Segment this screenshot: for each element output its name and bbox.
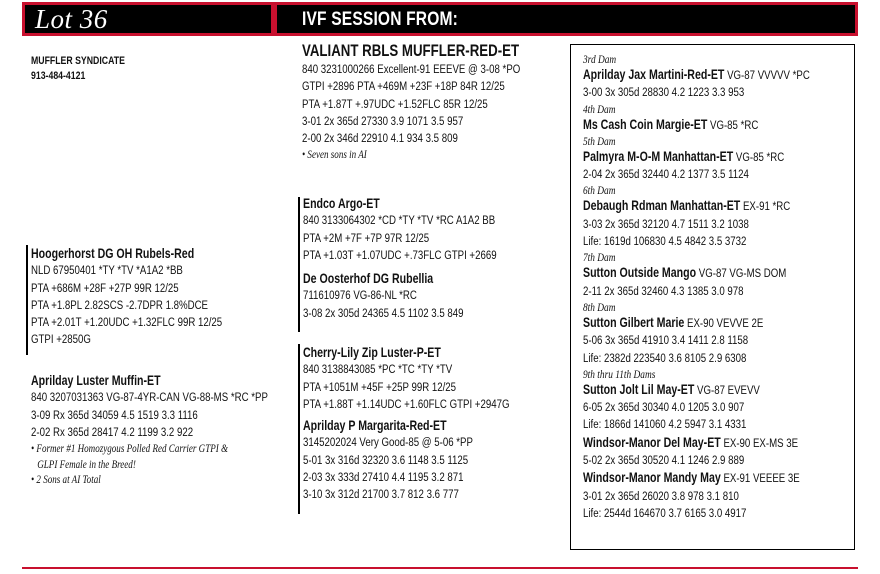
ancestor-dam-name: Sutton Jolt Lil May-ET	[583, 381, 695, 397]
dam-line: 3-09 Rx 365d 34059 4.5 1519 3.3 1116	[31, 407, 198, 422]
dam-generation-label: 4th Dam	[583, 101, 616, 116]
ancestor-dam-score: VG-87 VG-MS DOM	[696, 266, 787, 281]
dams-dam-line: 3-10 3x 312d 21700 3.7 812 3.6 777	[303, 487, 459, 502]
sires-sire-line: 840 3133064302 *CD *TY *TV *RC A1A2 BB	[303, 213, 496, 228]
dam-sire-line: NLD 67950401 *TY *TV *A1A2 *BB	[31, 263, 183, 278]
dams-sire-line: PTA +1051M +45F +25P 99R 12/25	[303, 379, 457, 394]
sires-dam-block	[303, 270, 509, 322]
dam-note: • Former #1 Homozygous Polled Red Carrier GTPI &	[31, 442, 229, 456]
ancestor-dam-entry	[583, 264, 810, 282]
dams-sire-line: 840 3138843085 *PC *TC *TY *TV	[303, 362, 453, 377]
dam-generation-label: 9th thru 11th Dams	[583, 366, 656, 381]
ancestor-dam-record: Life: 1619d 106830 4.5 4842 3.5 3732	[583, 234, 747, 249]
ancestor-dam-entry	[583, 116, 810, 134]
ancestor-dam-name: Debaugh Rdman Manhattan-ET	[583, 198, 741, 214]
ancestor-dam-record: 5-02 2x 365d 30520 4.1 1246 2.9 889	[583, 453, 745, 468]
sires-dam-line: 711610976 VG-86-NL *RC	[303, 288, 417, 303]
sire-line: 2-00 2x 346d 22910 4.1 934 3.5 809	[302, 131, 458, 146]
ancestor-dam-score: EX-91 VEEEE 3E	[720, 471, 800, 486]
dams-sire-name: Cherry-Lily Zip Luster-P-ET	[303, 345, 441, 360]
sires-sire-line: PTA +2M +7F +7P 97R 12/25	[303, 230, 430, 245]
ancestor-dam-score: VG-85 *RC	[707, 117, 759, 132]
dam-sire-line: GTPI +2850G	[31, 332, 91, 347]
dam-generation-label: 8th Dam	[583, 299, 616, 314]
session-title: IVF SESSION FROM:	[302, 9, 459, 30]
ancestor-dam-record: 5-06 3x 365d 41910 3.4 1411 2.8 1158	[583, 333, 749, 348]
ancestor-dam-name: Aprilday Jax Martini-Red-ET	[583, 67, 725, 82]
sire-block	[302, 40, 582, 163]
dam-sire-line: PTA +2.01T +1.20UDC +1.32FLC 99R 12/25	[31, 315, 223, 330]
sire-note: • Seven sons in AI	[302, 148, 367, 162]
sire-line: GTPI +2896 PTA +469M +23F +18P 84R 12/25	[302, 79, 505, 94]
sire-name: VALIANT RBLS MUFFLER-RED-ET	[302, 41, 520, 60]
ancestor-dam-entry	[583, 66, 810, 84]
sires-sire-line: PTA +1.03T +1.07UDC +.73FLC GTPI +2669	[303, 247, 497, 262]
ancestor-dam-record: Life: 1866d 141060 4.2 5947 3.1 4331	[583, 417, 747, 432]
dams-sire-line: PTA +1.88T +1.14UDC +1.60FLC GTPI +2947G	[303, 396, 510, 411]
sires-sire-block	[303, 195, 551, 264]
ancestor-dam-record: 3-01 2x 365d 26020 3.8 978 3.1 810	[583, 488, 739, 503]
dams-dam-block	[303, 417, 521, 503]
dam-line: 2-02 Rx 365d 28417 4.2 1199 3.2 922	[31, 424, 194, 439]
ancestor-dam-record: 2-04 2x 365d 32440 4.2 1377 3.5 1124	[583, 167, 749, 182]
header-divider	[271, 5, 277, 33]
dam-sire-line: PTA +686M +28F +27P 99R 12/25	[31, 280, 179, 295]
ancestor-dam-entry	[583, 148, 810, 166]
dam-generation-label: 6th Dam	[583, 183, 616, 198]
maternal-line-list	[583, 52, 874, 522]
sire-line: 840 3231000266 Excellent-91 EEEVE @ 3-08 *PO	[302, 62, 521, 76]
ancestor-dam-record: Life: 2544d 164670 3.7 6165 3.0 4917	[583, 505, 747, 520]
dam-name: Aprilday Luster Muffin-ET	[31, 373, 161, 388]
dam-generation-label: 7th Dam	[583, 250, 616, 265]
ancestor-dam-record: Life: 2382d 223540 3.6 8105 2.9 6308	[583, 350, 747, 365]
ancestor-dam-entry	[583, 381, 810, 399]
ancestor-dam-name: Sutton Gilbert Marie	[583, 314, 685, 330]
ancestor-dam-score: VG-85 *RC	[733, 149, 785, 164]
lot-number: Lot 36	[35, 4, 108, 34]
ancestor-dam-score: EX-90 VEVVE 2E	[684, 315, 764, 330]
ancestor-dam-record: 6-05 2x 365d 30340 4.0 1205 3.0 907	[583, 400, 745, 415]
lot-header-bar	[22, 2, 858, 36]
dam-generation-label: 5th Dam	[583, 133, 616, 148]
dam-line: 840 3207031363 VG-87-4YR-CAN VG-88-MS *RC *PP	[31, 390, 268, 405]
dam-sire-bracket	[26, 245, 28, 355]
ancestor-dam-name: Ms Cash Coin Margie-ET	[583, 116, 708, 132]
ancestor-dam-record: 3-00 3x 305d 28830 4.2 1223 3.3 953	[583, 85, 745, 100]
ancestor-dam-record: 3-03 2x 365d 32120 4.7 1511 3.2 1038	[583, 216, 749, 231]
sires-dam-line: 3-08 2x 305d 24365 4.5 1102 3.5 849	[303, 305, 464, 320]
sires-sire-name: Endco Argo-ET	[303, 196, 380, 211]
ancestor-dam-score: EX-91 *RC	[740, 199, 791, 214]
dams-dam-line: 5-01 3x 316d 32320 3.6 1148 3.5 1125	[303, 452, 469, 467]
ancestor-dam-name: Palmyra M-O-M Manhattan-ET	[583, 148, 734, 164]
ancestor-dam-score: VG-87 VVVVV *PC	[724, 68, 810, 82]
sire-line: PTA +1.87T +.97UDC +1.52FLC 85R 12/25	[302, 96, 488, 111]
dam-sire-line: PTA +1.8PL 2.82SCS -2.7DPR 1.8%DCE	[31, 297, 209, 312]
ancestor-dam-name: Windsor-Manor Mandy May	[583, 470, 721, 486]
dams-dam-line: 3145202024 Very Good-85 @ 5-06 *PP	[303, 435, 473, 450]
ancestor-dam-name: Windsor-Manor Del May-ET	[583, 434, 721, 450]
dams-dam-name: Aprilday P Margarita-Red-ET	[303, 418, 447, 433]
seller-block	[31, 54, 151, 84]
ancestor-dam-entry	[583, 197, 810, 215]
ancestor-dam-score: VG-87 EVEVV	[694, 382, 760, 397]
ancestor-dam-entry	[583, 314, 810, 332]
dam-side-bracket	[298, 344, 300, 514]
dam-sire-block	[31, 245, 276, 349]
sires-dam-name: De Oosterhof DG Rubellia	[303, 271, 434, 286]
ancestor-dam-score: EX-90 EX-MS 3E	[720, 435, 799, 450]
dam-block	[31, 372, 335, 488]
bottom-rule	[22, 567, 858, 569]
dam-generation-label: 3rd Dam	[583, 52, 617, 66]
seller-name: MUFFLER SYNDICATE	[31, 55, 125, 67]
sire-line: 3-01 2x 365d 27330 3.9 1071 3.5 957	[302, 113, 464, 128]
seller-phone: 913-484-4121	[31, 70, 86, 82]
dam-note: GLPI Female in the Breed!	[37, 457, 136, 471]
sire-side-bracket	[298, 197, 300, 332]
dam-note: • 2 Sons at AI Total	[31, 473, 101, 487]
ancestor-dam-record: 2-11 2x 365d 32460 4.3 1385 3.0 978	[583, 283, 744, 298]
ancestor-dam-name: Sutton Outside Mango	[583, 265, 697, 281]
dams-dam-line: 2-03 3x 333d 27410 4.4 1195 3.2 871	[303, 469, 464, 484]
dam-sire-name: Hoogerhorst DG OH Rubels-Red	[31, 246, 195, 261]
ancestor-dam-entry	[583, 434, 810, 452]
dams-sire-block	[303, 344, 568, 413]
ancestor-dam-entry	[583, 469, 810, 487]
